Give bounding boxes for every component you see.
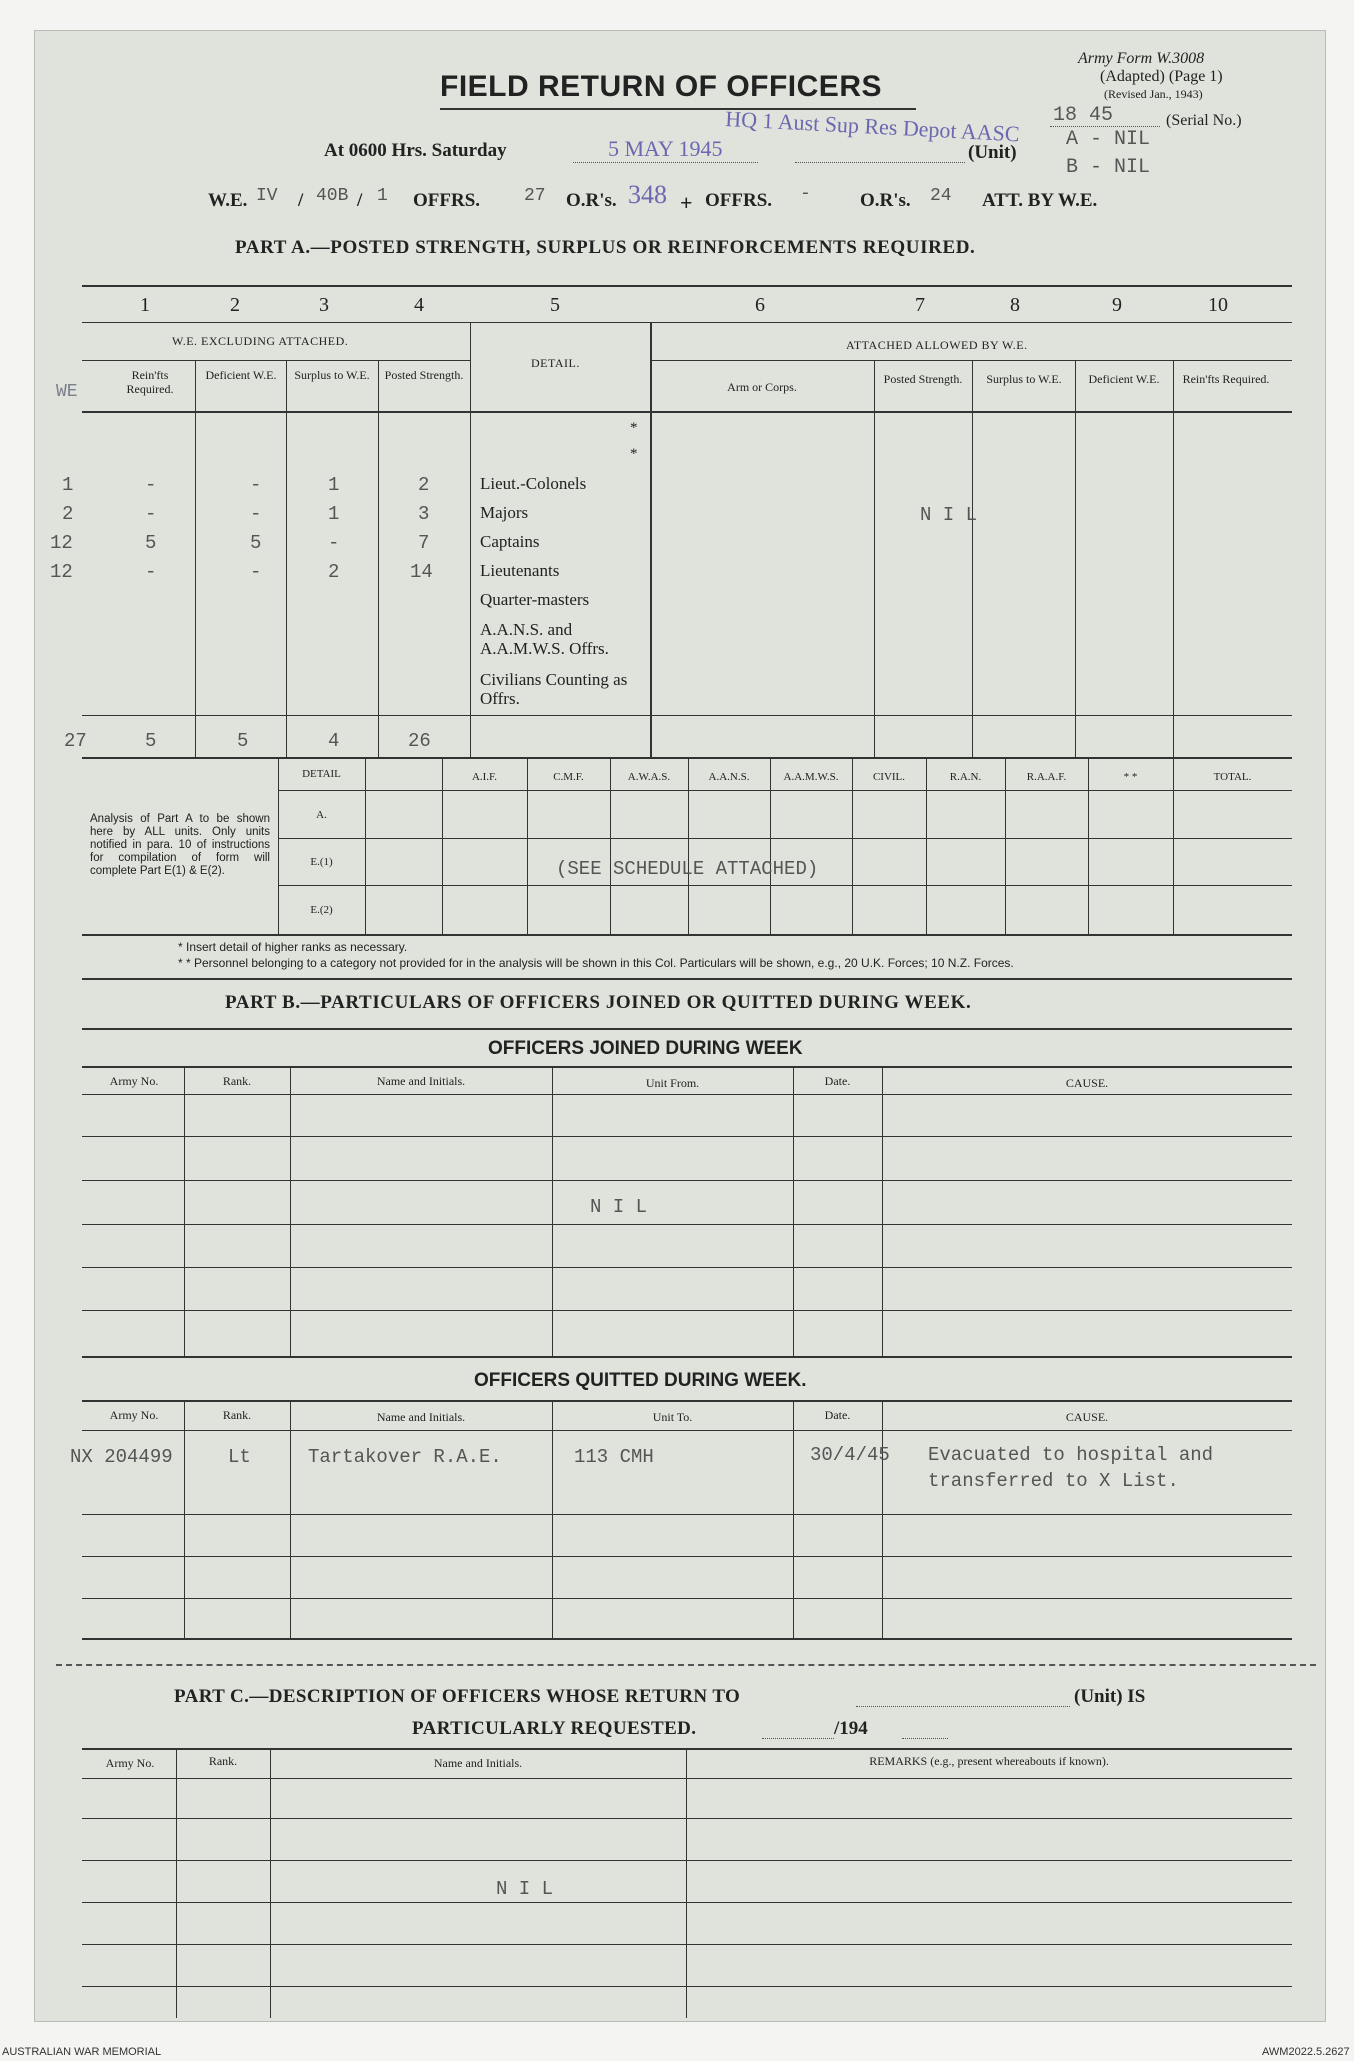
row-rule [82,1818,1292,1819]
we-value: IV [256,186,278,206]
we-excluding-label: W.E. EXCLUDING ATTACHED. [172,334,349,348]
star-2: * [630,446,638,462]
head-surplus: Surplus to W.E. [294,368,370,382]
offrs2-value: - [800,184,811,204]
col-num-3: 3 [319,294,329,316]
analysis-rule-a [278,838,1292,839]
row-rule [82,1136,1292,1137]
col-num-7: 7 [915,294,925,316]
col-num-10: 10 [1208,294,1228,316]
row-detail: Lieutenants [480,561,560,580]
quitted-cause-2: transferred to X List. [928,1470,1179,1492]
row-we: 1 [62,474,74,496]
vline [926,757,927,934]
we-label: W.E. [208,190,248,211]
row-we: 2 [62,503,74,525]
part-a-subhead-rule [82,360,470,361]
head-posted-att: Posted Strength. [883,372,963,386]
offrs-value: 27 [524,186,546,206]
head-reinfts: Rein'fts Required. [126,368,174,396]
form-revised: (Revised Jan., 1943) [1104,87,1203,101]
vline [552,1400,553,1638]
vline [278,757,279,934]
vline [195,360,196,757]
part-c-title-c: PARTICULARLY REQUESTED. [412,1718,697,1739]
vline [1173,360,1174,757]
analysis-head-raaf: R.A.A.F. [1026,771,1067,783]
quitted-head-rank: Rank. [222,1408,252,1422]
part-b-rule [82,1028,1292,1030]
vline [527,757,528,934]
col-num-1: 1 [140,294,150,316]
part-c-head-rank: Rank. [208,1754,238,1768]
quitted-unit: 113 CMH [574,1446,654,1468]
plus-sign: + [680,190,693,215]
serial-dotline [1050,126,1160,127]
row-detail-qm: Quarter-masters [480,590,590,609]
part-c-date-dotline-2 [902,1738,948,1739]
analysis-head-total: TOTAL. [1213,771,1252,783]
vline [610,757,611,934]
row-we: 12 [50,532,73,554]
analysis-rule-e1 [278,885,1292,886]
vline [290,1400,291,1638]
row-c3: 1 [328,503,340,525]
row-c4: 3 [418,503,430,525]
unit-dotline [795,162,965,163]
analysis-row-e1: E.(1) [310,856,333,868]
row-c4: 7 [418,532,430,554]
vline [442,757,443,934]
analysis-note: Analysis of Part A to be shown here by ALL units. Only units notified in para. 10 of instructions for compilation of form will complete Part E(1) & E(2). [90,813,270,877]
vline [1075,360,1076,757]
part-c-title-a: PART C.—DESCRIPTION OF OFFICERS WHOSE RETURN TO [174,1686,741,1707]
row-rule [82,1310,1292,1311]
quitted-title: OFFICERS QUITTED DURING WEEK. [474,1370,807,1391]
vline [793,1400,794,1638]
we-side-label: WE [56,382,78,402]
joined-head-date: Date. [824,1074,851,1088]
analysis-head-civil: CIVIL. [872,771,906,783]
part-a-subhead-rule-right [650,360,1292,361]
joined-nil: N I L [590,1196,648,1218]
col-num-5: 5 [550,294,560,316]
head-deficient-att: Deficient W.E. [1088,372,1160,386]
analysis-head-other: * * [1123,771,1138,783]
we-sep2: / [357,190,363,211]
row-detail-aans: A.A.N.S. and A.A.M.W.S. Offrs. [480,620,609,658]
at-hours-label: At 0600 Hrs. Saturday [324,140,507,161]
row-c2: 5 [250,532,262,554]
joined-title: OFFICERS JOINED DURING WEEK [488,1038,803,1059]
row-c3: 1 [328,474,340,496]
offrs-label: OFFRS. [413,190,481,211]
quitted-head-unit: Unit To. [652,1410,693,1424]
date-stamp: 5 MAY 1945 [608,136,723,161]
row-rule [82,1944,1292,1945]
quitted-bottom-rule [82,1638,1292,1640]
footnote-2: * * Personnel belonging to a category not provided for in the analysis will be shown in this Col. Particulars will be shown, e.g., 20 U.K. Forces; 10 N.Z. Forces. [178,956,1014,970]
quitted-army-no: NX 204499 [70,1446,173,1468]
quitted-date: 30/4/45 [810,1444,890,1466]
row-rule [82,1514,1292,1515]
row-rule [82,1267,1292,1268]
quitted-rank: Lt [228,1446,251,1468]
quitted-head-rule [82,1430,1292,1431]
serial-value: 18 45 [1053,104,1114,127]
col-num-8: 8 [1010,294,1020,316]
vline [688,757,689,934]
row-c4: 2 [418,474,430,496]
quitted-head-name: Name and Initials. [376,1410,466,1424]
vline [470,322,471,757]
row-c4: 14 [410,561,433,583]
title-underline [440,108,916,110]
row-detail: Lieut.-Colonels [480,474,587,493]
row-detail: Captains [480,532,540,551]
joined-top-rule [82,1066,1292,1068]
vline [972,360,973,757]
vline [793,1066,794,1356]
analysis-head-awas: A.W.A.S. [627,771,671,783]
analysis-head-ran: R.A.N. [949,771,982,783]
joined-bottom-rule [82,1356,1292,1358]
part-c-unit-dotline [856,1706,1070,1707]
unit-stamp: HQ 1 Aust Sup Res Depot AASC [724,106,1021,147]
attached-label: ATTACHED ALLOWED BY W.E. [846,338,1028,352]
vline [882,1400,883,1638]
row-c3: 2 [328,561,340,583]
vline [176,1748,177,2018]
offrs2-label: OFFRS. [705,190,773,211]
vline [286,360,287,757]
quitted-head-date: Date. [824,1408,851,1422]
part-c-date-dotline-1 [762,1738,834,1739]
footnote-1: * Insert detail of higher ranks as necessary. [178,940,408,954]
row-c1: - [145,503,157,525]
ors2-label: O.R's. [860,190,911,211]
analysis-bottom-rule [82,934,1292,936]
att-label: ATT. BY W.E. [982,190,1098,211]
head-reinfts-att: Rein'fts Required. [1182,372,1270,386]
joined-head-cause: CAUSE. [1065,1076,1109,1090]
head-surplus-att: Surplus to W.E. [986,372,1062,386]
analysis-head-rule [278,790,1292,791]
detail-label: DETAIL. [531,356,580,370]
row-detail-civilians: Civilians Counting as Offrs. [480,670,628,708]
row-detail: Majors [480,503,529,522]
quitted-head-armyno: Army No. [109,1408,159,1422]
star-1: * [630,420,638,436]
serial-a: A - NIL [1066,128,1151,151]
row-c2: - [250,503,262,525]
analysis-head-aif: A.I.F. [471,771,498,783]
row-c1: - [145,561,157,583]
vline [290,1066,291,1356]
total-c1: 5 [145,730,157,752]
part-c-date: /194 [834,1718,868,1739]
ors-label: O.R's. [566,190,617,211]
part-c-head-remarks: REMARKS (e.g., present whereabouts if known). [869,1754,1109,1768]
col-num-9: 9 [1112,294,1122,316]
row-rule [82,1180,1292,1181]
schedule-note: (SEE SCHEDULE ATTACHED) [556,858,819,880]
row-rule [82,1860,1292,1861]
row-c2: - [250,561,262,583]
vline [770,757,771,934]
row-c1: - [145,474,157,496]
quitted-name: Tartakover R.A.E. [308,1446,502,1468]
vline [365,757,366,934]
vline [1173,757,1174,934]
row-c3: - [328,532,340,554]
part-c-head-armyno: Army No. [105,1756,155,1770]
attached-nil: N I L [920,504,978,526]
part-c-title-b: (Unit) IS [1074,1686,1146,1707]
total-c3: 4 [328,730,340,752]
part-c-nil: N I L [496,1878,554,1900]
row-c1: 5 [145,532,157,554]
vline [552,1066,553,1356]
col-num-2: 2 [230,294,240,316]
row-we: 12 [50,561,73,583]
part-a-head-rule [82,411,1292,413]
date-dotline [573,162,758,163]
vline [686,1748,687,2018]
quitted-head-cause: CAUSE. [1065,1410,1109,1424]
part-a-title: PART A.—POSTED STRENGTH, SURPLUS OR REINFORCEMENTS REQUIRED. [235,237,976,258]
analysis-head-detail: DETAIL [302,768,341,780]
row-rule [82,1598,1292,1599]
row-rule [82,1902,1292,1903]
total-c2: 5 [237,730,249,752]
vline [184,1066,185,1356]
vline [882,1066,883,1356]
part-c-head-name: Name and Initials. [433,1756,523,1770]
ors-value: 348 [628,180,667,209]
form-number: Army Form W.3008 [1078,50,1205,67]
vline [874,360,875,757]
form-adapted: (Adapted) (Page 1) [1100,68,1223,85]
analysis-head-aamws: A.A.M.W.S. [783,771,839,783]
head-arm-corps: Arm or Corps. [727,380,797,394]
row-rule [82,1224,1292,1225]
joined-head-armyno: Army No. [109,1074,159,1088]
footer-accession: AWM2022.5.2627 [1262,2046,1350,2058]
total-we: 27 [64,730,87,752]
tear-line [56,1664,1316,1666]
footer-credit: AUSTRALIAN WAR MEMORIAL [2,2046,162,2058]
vline [1005,757,1006,934]
we-sep1: / [298,190,304,211]
joined-head-rank: Rank. [222,1074,252,1088]
vline [184,1400,185,1638]
we-value2: 40B [316,186,349,206]
vline [270,1748,271,2018]
quitted-top-rule [82,1400,1292,1402]
head-posted: Posted Strength. [384,368,464,382]
analysis-head-aans: A.A.N.S. [708,771,750,783]
row-rule [82,1986,1292,1987]
serial-label: (Serial No.) [1166,112,1242,129]
footnote-rule [82,978,1292,980]
row-rule [82,1556,1292,1557]
ors2-value: 24 [930,186,952,206]
we-value3: 1 [377,186,388,206]
serial-b: B - NIL [1066,156,1151,179]
joined-head-rule [82,1094,1292,1095]
part-c-top-rule [82,1748,1292,1750]
part-a-bottom-rule [82,757,1292,759]
row-c2: - [250,474,262,496]
total-c4: 26 [408,730,431,752]
part-a-mid-rule [82,322,1292,323]
part-a-total-rule [82,715,1292,716]
vline [378,360,379,757]
joined-head-unit: Unit From. [645,1076,700,1090]
vline [852,757,853,934]
form-title: FIELD RETURN OF OFFICERS [440,70,882,103]
analysis-row-a: A. [316,809,327,821]
part-b-title: PART B.—PARTICULARS OF OFFICERS JOINED OR QUITTED DURING WEEK. [225,992,972,1013]
unit-label: (Unit) [968,142,1017,163]
part-c-head-rule [82,1778,1292,1779]
analysis-head-cmf: C.M.F. [553,771,584,783]
quitted-cause-1: Evacuated to hospital and [928,1444,1214,1466]
joined-head-name: Name and Initials. [376,1074,466,1088]
analysis-row-e2: E.(2) [310,904,333,916]
col-num-6: 6 [755,294,765,316]
vline [1088,757,1089,934]
head-deficient: Deficient W.E. [205,368,277,382]
col-num-4: 4 [414,294,424,316]
part-a-top-rule [82,285,1292,287]
